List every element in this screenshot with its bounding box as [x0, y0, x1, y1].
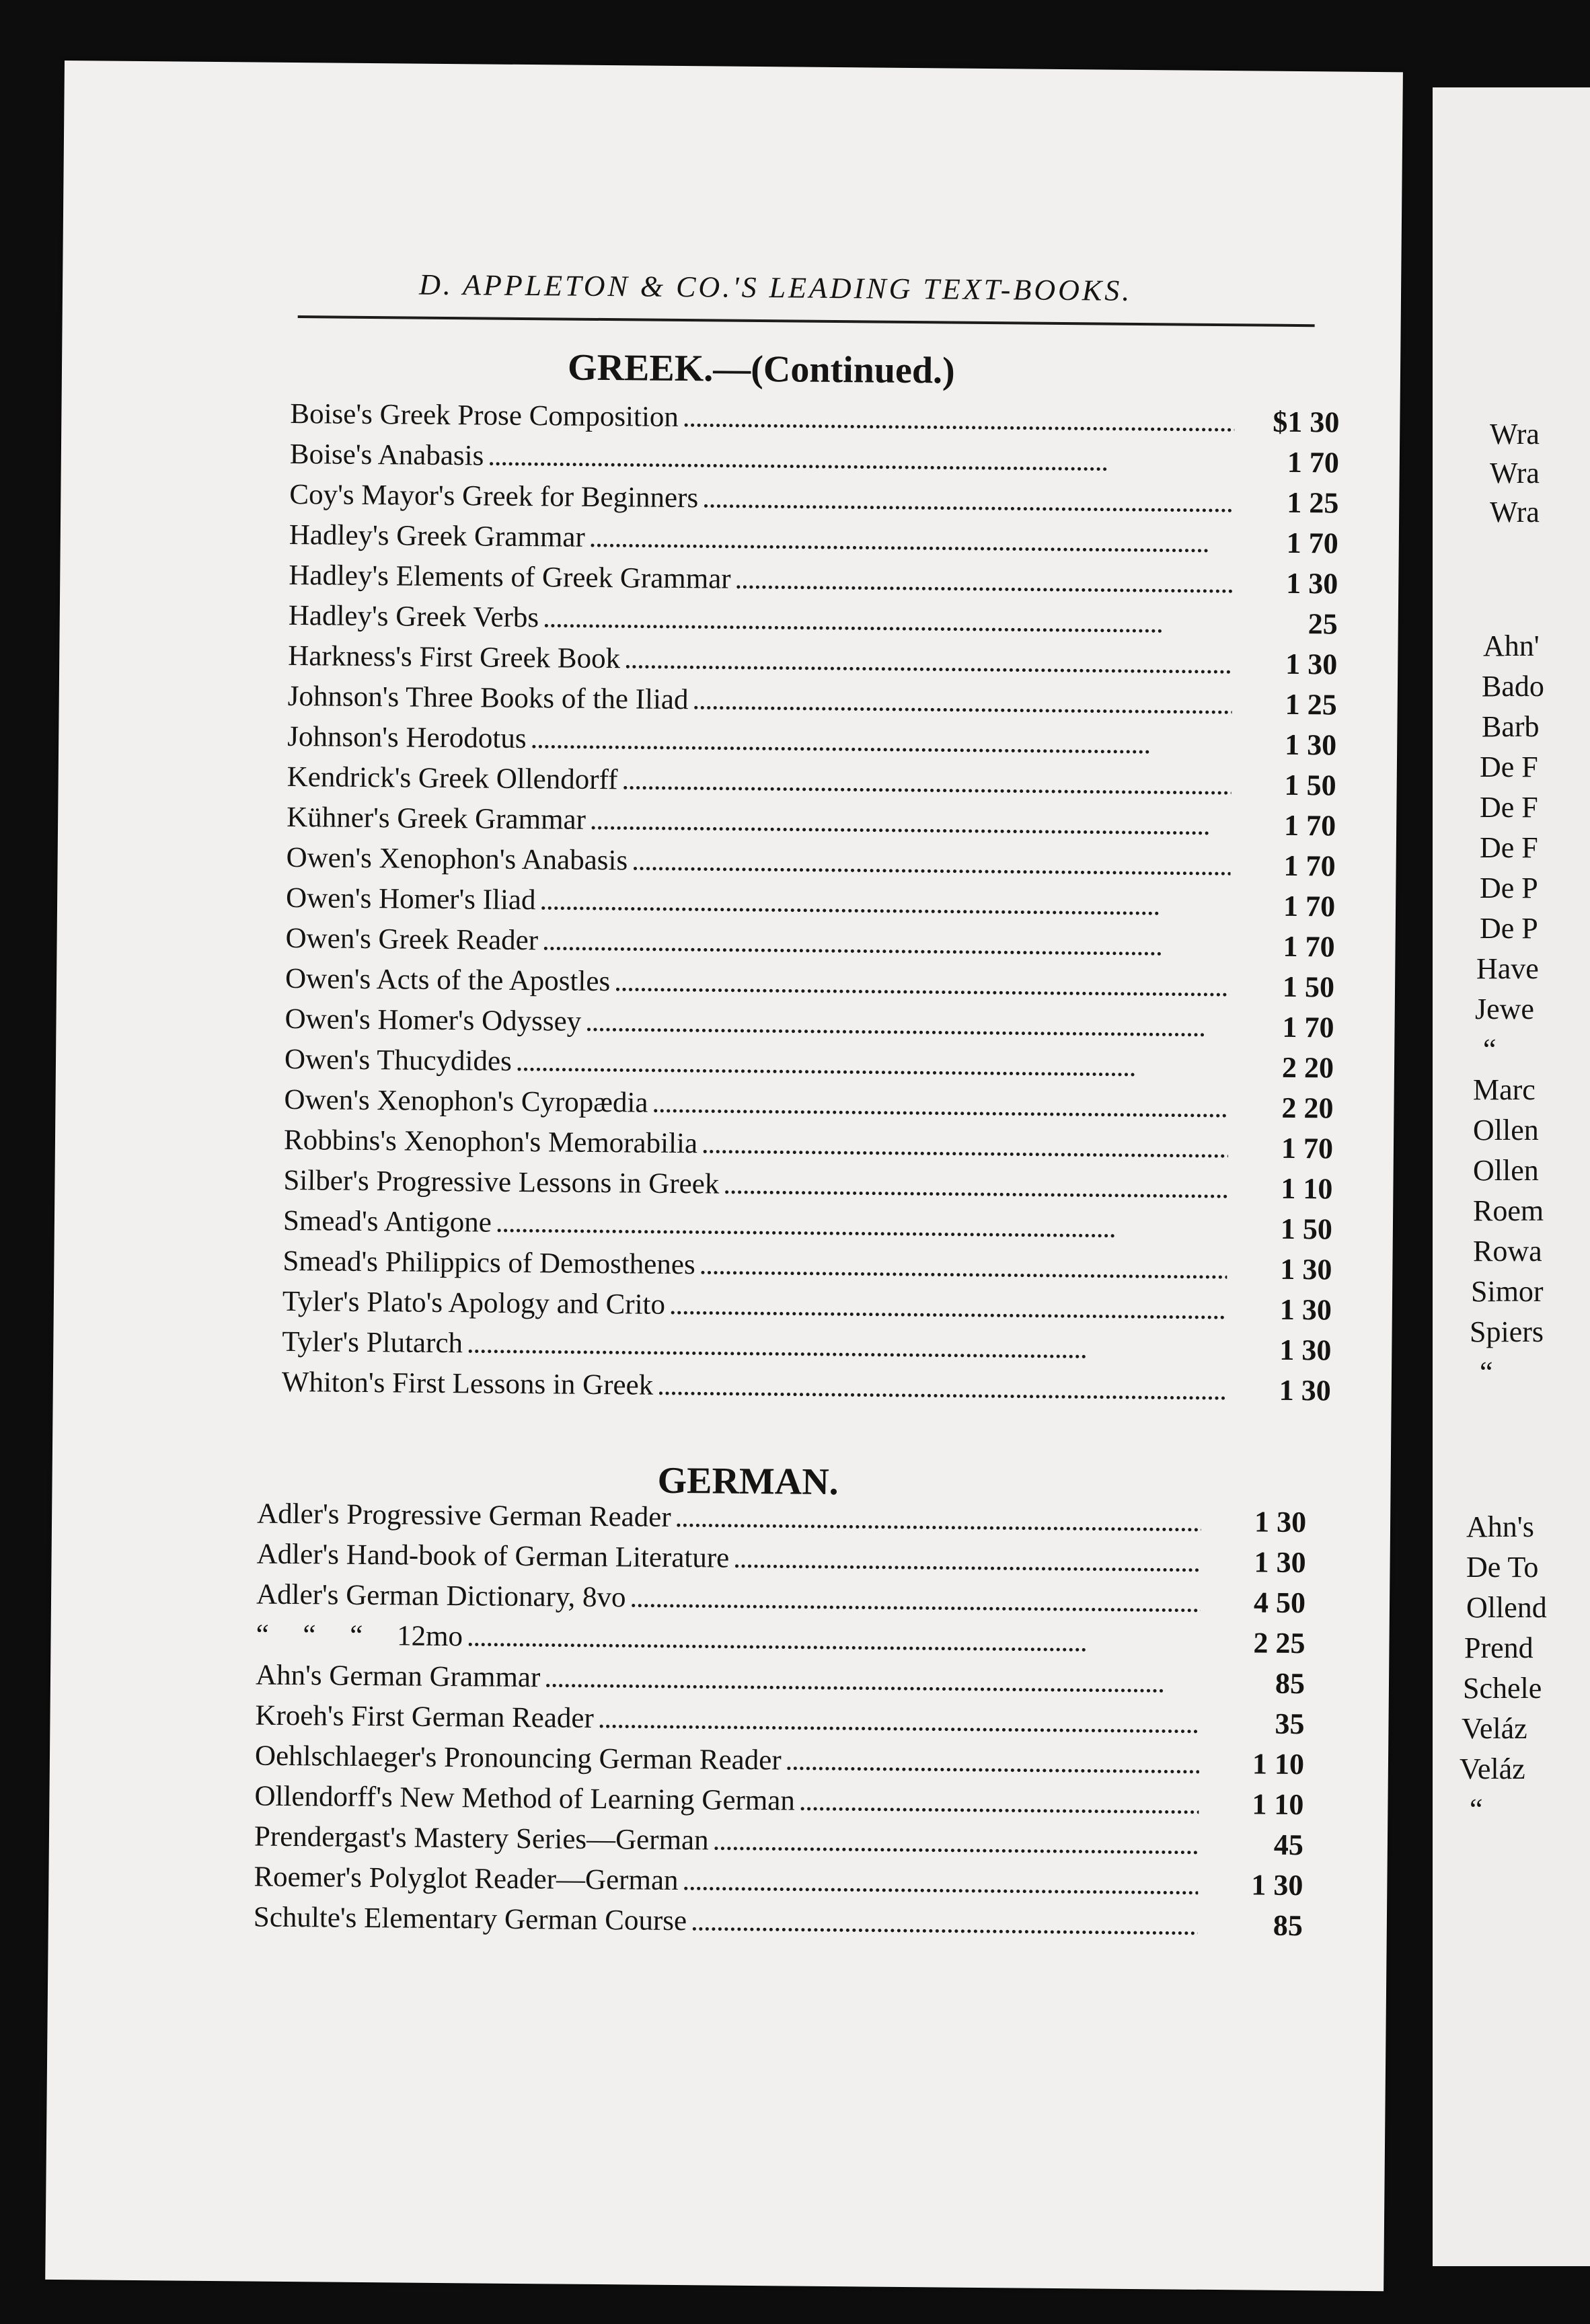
dot-leader — [699, 1245, 1227, 1290]
facing-page-line: Schele — [1463, 1672, 1542, 1705]
greek-section-title: GREEK.—(Continued.) — [567, 346, 955, 392]
book-title: Harkness's First Greek Book — [288, 640, 621, 675]
book-price: 1 30 — [1279, 1373, 1332, 1407]
book-price: 1 30 — [1285, 647, 1338, 681]
facing-page-line: Roem — [1473, 1194, 1544, 1227]
book-price: 1 70 — [1283, 929, 1335, 964]
dot-leader — [539, 880, 1230, 927]
dot-leader — [702, 1124, 1228, 1169]
dot-leader — [733, 1539, 1201, 1583]
facing-page-line: “ — [1480, 1356, 1493, 1389]
facing-page-line: De F — [1480, 831, 1538, 864]
running-head: D. APPLETON & CO.'S LEADING TEXT-BOOKS. — [418, 268, 1133, 307]
book-title: Prendergast's Mastery Series—German — [254, 1820, 709, 1857]
facing-page-line: Ollen — [1473, 1114, 1539, 1147]
book-price: 1 30 — [1286, 566, 1338, 601]
book-price: $1 30 — [1273, 405, 1340, 439]
dot-leader — [589, 518, 1234, 564]
book-title: Boise's Greek Prose Composition — [290, 397, 679, 433]
dot-leader — [585, 1002, 1229, 1048]
book-price: 2 20 — [1281, 1091, 1334, 1125]
dot-leader — [675, 1498, 1201, 1543]
book-price: 1 70 — [1283, 889, 1336, 923]
book-title: Kroeh's First German Reader — [255, 1699, 595, 1734]
book-price: 1 30 — [1280, 1252, 1332, 1286]
dot-leader — [624, 639, 1233, 685]
dot-leader — [657, 1366, 1226, 1411]
facing-page-line: “ — [1470, 1793, 1483, 1826]
facing-page-line: “ — [1483, 1033, 1497, 1066]
book-title: Owen's Acts of the Apostles — [285, 962, 611, 998]
book-price: 1 30 — [1284, 728, 1337, 762]
greek-book-list — [282, 393, 1340, 1411]
book-title: Owen's Greek Reader — [285, 922, 539, 957]
book-price: 1 70 — [1283, 808, 1336, 843]
book-title: Silber's Progressive Lessons in Greek — [283, 1164, 720, 1200]
book-price: 1 50 — [1280, 1212, 1333, 1246]
book-price: 1 50 — [1284, 768, 1336, 802]
dot-leader — [488, 436, 1234, 483]
german-book-list — [254, 1494, 1307, 1947]
facing-page-line: Bado — [1482, 670, 1544, 703]
facing-page-line: De P — [1480, 872, 1538, 904]
facing-page-line: Wra — [1490, 496, 1540, 529]
book-title: Adler's Progressive German Reader — [256, 1498, 671, 1533]
book-title: Owen's Xenophon's Anabasis — [286, 841, 628, 877]
book-title: Ollendorff's New Method of Learning German — [254, 1780, 796, 1817]
book-price: 1 70 — [1287, 445, 1340, 479]
book-page — [45, 61, 1403, 2291]
book-price: 1 50 — [1282, 970, 1335, 1004]
dot-leader — [614, 962, 1229, 1007]
book-title: Tyler's Plutarch — [282, 1325, 463, 1360]
book-title: Hadley's Greek Grammar — [289, 518, 585, 553]
book-price: 1 25 — [1287, 486, 1339, 520]
book-title: Kühner's Greek Grammar — [286, 801, 586, 836]
facing-page-line: Have — [1476, 952, 1539, 985]
dot-leader — [496, 1203, 1228, 1249]
book-price: 35 — [1275, 1707, 1305, 1741]
dot-leader — [598, 1699, 1200, 1744]
dot-leader — [682, 1861, 1198, 1906]
facing-page-line: Ahn's — [1466, 1510, 1534, 1543]
book-price: 1 30 — [1251, 1868, 1303, 1902]
book-price: 85 — [1275, 1666, 1305, 1701]
dot-leader — [799, 1781, 1199, 1825]
dot-leader — [691, 1901, 1198, 1946]
book-price: 4 50 — [1253, 1586, 1306, 1620]
facing-page-line: Simor — [1471, 1275, 1544, 1308]
facing-page-line: Ollend — [1466, 1591, 1547, 1624]
facing-page-line: Marc — [1473, 1073, 1536, 1106]
dot-leader — [467, 1617, 1201, 1664]
book-price: 1 25 — [1285, 687, 1337, 722]
facing-page-line: Veláz — [1462, 1712, 1527, 1745]
dot-leader — [669, 1285, 1227, 1330]
book-title: Oehlschlaeger's Pronouncing German Reader — [254, 1740, 782, 1777]
dot-leader — [632, 841, 1231, 886]
book-price: 1 70 — [1282, 1010, 1334, 1044]
book-title: Hadley's Elements of Greek Grammar — [289, 559, 731, 595]
book-title: Adler's Hand-book of German Literature — [256, 1538, 730, 1574]
dot-leader — [630, 1578, 1201, 1623]
dot-leader — [590, 800, 1232, 846]
book-title: Owen's Thucydides — [284, 1043, 513, 1077]
book-price: 2 25 — [1253, 1626, 1305, 1660]
facing-page-line: De P — [1480, 912, 1538, 945]
facing-page-line: Ahn' — [1483, 629, 1540, 662]
facing-page-line: De F — [1480, 791, 1538, 824]
dot-leader — [683, 397, 1235, 442]
book-title: “ “ “ 12mo — [256, 1619, 463, 1653]
dot-leader — [712, 1821, 1199, 1865]
book-price: 85 — [1273, 1908, 1303, 1943]
dot-leader — [544, 1658, 1200, 1704]
dot-leader — [516, 1042, 1229, 1088]
facing-page-line: De To — [1466, 1551, 1539, 1584]
dot-leader — [785, 1740, 1199, 1784]
dot-leader — [723, 1165, 1228, 1210]
facing-page-line: Veláz — [1460, 1752, 1525, 1785]
facing-page-line: Prend — [1464, 1631, 1534, 1664]
book-title: Johnson's Three Books of the Iliad — [287, 680, 689, 716]
book-title: Adler's German Dictionary, 8vo — [256, 1578, 626, 1614]
book-title: Hadley's Greek Verbs — [288, 599, 539, 634]
german-section-title: GERMAN. — [657, 1459, 839, 1504]
book-price: 2 20 — [1281, 1050, 1334, 1085]
book-title: Ahn's German Grammar — [255, 1659, 541, 1694]
book-price: 1 10 — [1252, 1787, 1304, 1822]
dot-leader — [467, 1323, 1227, 1370]
book-price: 45 — [1273, 1828, 1304, 1862]
facing-page-line: Wra — [1490, 457, 1540, 490]
facing-page-line: De F — [1480, 750, 1538, 783]
facing-page-line: Barb — [1482, 710, 1540, 743]
book-title: Robbins's Xenophon's Memorabilia — [283, 1124, 698, 1160]
book-price: 1 70 — [1283, 849, 1336, 883]
book-title: Smead's Antigone — [282, 1204, 492, 1239]
dot-leader — [702, 478, 1234, 523]
book-title: Owen's Xenophon's Cyropædia — [284, 1083, 648, 1119]
dot-leader — [652, 1083, 1228, 1128]
facing-page-line: Ollen — [1473, 1154, 1539, 1187]
dot-leader — [621, 760, 1232, 806]
book-price: 1 70 — [1286, 526, 1339, 560]
book-price: 1 10 — [1252, 1747, 1305, 1781]
book-price: 1 30 — [1279, 1333, 1332, 1367]
book-price: 1 70 — [1281, 1131, 1334, 1165]
facing-page-line: Jewe — [1475, 993, 1534, 1025]
book-price: 25 — [1308, 607, 1338, 641]
book-price: 1 30 — [1254, 1545, 1306, 1580]
book-title: Whiton's First Lessons in Greek — [281, 1366, 654, 1401]
book-title: Boise's Anabasis — [289, 438, 484, 472]
book-price: 1 30 — [1254, 1505, 1307, 1539]
facing-page-line: Spiers — [1470, 1315, 1544, 1348]
book-title: Coy's Mayor's Greek for Beginners — [289, 478, 699, 514]
book-price: 1 30 — [1279, 1292, 1332, 1327]
dot-leader — [692, 680, 1232, 725]
facing-page-line: Wra — [1490, 418, 1540, 451]
dot-leader — [543, 598, 1233, 644]
header-rule — [298, 315, 1315, 327]
book-title: Tyler's Plato's Apology and Crito — [282, 1285, 666, 1321]
book-title: Owen's Homer's Iliad — [285, 882, 536, 917]
book-title: Owen's Homer's Odyssey — [285, 1003, 582, 1038]
book-title: Smead's Philippics of Demosthenes — [282, 1245, 695, 1281]
book-price: 1 10 — [1281, 1171, 1333, 1206]
book-title: Schulte's Elementary German Course — [253, 1901, 687, 1937]
book-title: Roemer's Polyglot Reader—German — [254, 1861, 679, 1897]
dot-leader — [734, 559, 1233, 604]
dot-leader — [542, 921, 1230, 967]
facing-page-line: Rowa — [1473, 1235, 1542, 1268]
book-title: Kendrick's Greek Ollendorff — [287, 761, 618, 796]
dot-leader — [530, 719, 1232, 765]
book-title: Johnson's Herodotus — [287, 720, 527, 755]
